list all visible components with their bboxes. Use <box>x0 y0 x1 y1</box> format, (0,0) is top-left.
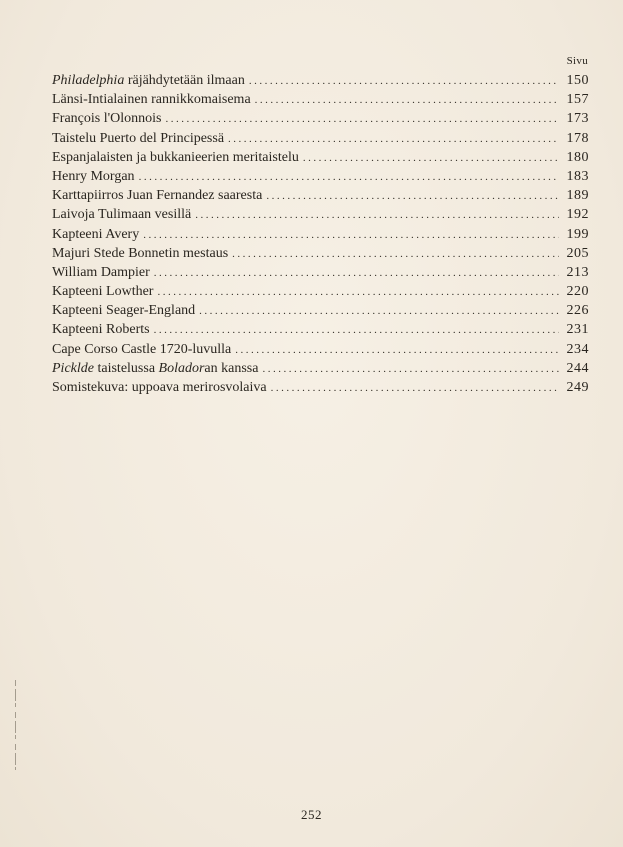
toc-entry <box>52 263 589 282</box>
toc-entry-page: 192 <box>566 207 589 223</box>
toc-entry-page: 157 <box>566 92 589 108</box>
toc-entry-title-text: Somistekuva: uppoava merirosvolaiva <box>52 380 267 395</box>
toc-entry-title-text: Kapteeni Seager-England <box>52 303 196 319</box>
toc-entry-title-text: Cape Corso Castle 1720-luvulla <box>52 341 232 357</box>
toc-leader-dots <box>139 168 559 187</box>
toc-leader-dots <box>154 264 559 283</box>
toc-leader-dots <box>271 379 559 398</box>
toc-leader-dots <box>255 91 559 110</box>
toc-entry-page: 234 <box>566 341 589 357</box>
toc-entry <box>52 71 589 90</box>
toc-entry-title-italic: Picklde <box>52 360 94 376</box>
toc-entry-title-text: Kapteeni Roberts <box>52 322 150 338</box>
toc-entry-page: 231 <box>566 322 589 338</box>
toc-leader-dots <box>249 72 559 91</box>
table-of-contents <box>52 71 589 397</box>
toc-leader-dots <box>154 321 559 340</box>
toc-entry-title-text: räjähdytetään ilmaan <box>124 73 245 88</box>
toc-entry-title-text: Länsi-Intialainen rannikkomaisema <box>52 92 251 108</box>
toc-leader-dots <box>143 226 559 245</box>
toc-entry <box>52 340 589 359</box>
toc-entry <box>52 225 589 244</box>
toc-entry-title-text: Taistelu Puerto del Principessä <box>52 130 225 146</box>
toc-entry-title <box>52 90 251 109</box>
toc-leader-dots <box>228 130 559 149</box>
toc-entry-title-italic: Philadelphia <box>52 73 125 88</box>
toc-entry-page: 213 <box>566 264 589 280</box>
toc-entry <box>52 378 589 397</box>
toc-entry <box>52 205 589 224</box>
toc-entry-title <box>52 378 267 397</box>
toc-entry <box>52 109 589 128</box>
toc-entry-title-text: an kanssa <box>204 360 259 376</box>
margin-mark <box>14 680 17 770</box>
toc-entry-title-italic: Bolador <box>158 360 205 376</box>
toc-entry-title <box>52 109 161 128</box>
toc-entry-title <box>52 340 231 359</box>
toc-entry-title <box>52 205 191 224</box>
toc-entry <box>52 320 589 339</box>
toc-entry-page: 205 <box>566 245 589 261</box>
toc-entry-title <box>52 225 139 244</box>
toc-entry-title <box>52 148 299 167</box>
toc-entry <box>52 186 589 205</box>
toc-leader-dots <box>157 283 559 302</box>
toc-entry <box>52 167 589 186</box>
toc-leader-dots <box>165 110 559 129</box>
toc-entry <box>52 359 589 378</box>
toc-entry-title-text: Majuri Stede Bonnetin mestaus <box>52 245 229 261</box>
page-number: 252 <box>301 807 322 822</box>
toc-entry-page: 173 <box>566 111 589 127</box>
toc-entry-page: 226 <box>566 303 589 319</box>
toc-entry <box>52 129 589 148</box>
toc-entry-page: 189 <box>566 188 589 204</box>
toc-leader-dots <box>266 187 559 206</box>
toc-entry-title <box>52 301 195 320</box>
toc-entry-title-text: François l'Olonnois <box>52 111 162 127</box>
toc-entry-title <box>52 320 150 339</box>
toc-entry-title-text: Kapteeni Avery <box>52 226 140 242</box>
toc-entry-page: 199 <box>566 226 589 242</box>
toc-entry-page: 249 <box>566 380 589 395</box>
toc-entry-title-text: Espanjalaisten ja bukkanieerien meritaistelu <box>52 149 299 165</box>
toc-leader-dots <box>232 245 559 264</box>
toc-entry <box>52 244 589 263</box>
toc-entry <box>52 90 589 109</box>
toc-entry-title <box>52 129 224 148</box>
toc-leader-dots <box>303 149 559 168</box>
toc-entry-title-text: Henry Morgan <box>52 168 135 184</box>
toc-leader-dots <box>195 206 559 225</box>
toc-leader-dots <box>235 341 559 360</box>
toc-entry-page: 183 <box>566 168 589 184</box>
toc-entry-title-text: Kapteeni Lowther <box>52 284 154 300</box>
toc-leader-dots <box>199 302 559 321</box>
toc-entry-title <box>52 263 150 282</box>
toc-entry-title <box>52 359 258 378</box>
toc-entry-title <box>52 244 228 263</box>
toc-entry-title-text: William Dampier <box>52 264 150 280</box>
toc-entry-page: 244 <box>566 360 589 376</box>
toc-entry-title <box>52 282 153 301</box>
page-column-header: Sivu <box>566 55 588 67</box>
toc-entry-title-text: taistelussa <box>93 360 159 376</box>
toc-entry-page: 220 <box>566 284 589 300</box>
toc-entry <box>52 282 589 301</box>
toc-entry-title <box>52 167 135 186</box>
toc-entry-page: 150 <box>566 73 589 88</box>
toc-entry-title <box>52 71 245 90</box>
toc-entry <box>52 148 589 167</box>
toc-entry-title-text: Laivoja Tulimaan vesillä <box>52 207 192 223</box>
toc-entry <box>52 301 589 320</box>
toc-entry-page: 178 <box>566 130 589 146</box>
toc-entry-page: 180 <box>566 149 589 165</box>
toc-entry-title-text: Karttapiirros Juan Fernandez saaresta <box>52 188 263 204</box>
toc-leader-dots <box>262 360 559 379</box>
toc-entry-title <box>52 186 262 205</box>
